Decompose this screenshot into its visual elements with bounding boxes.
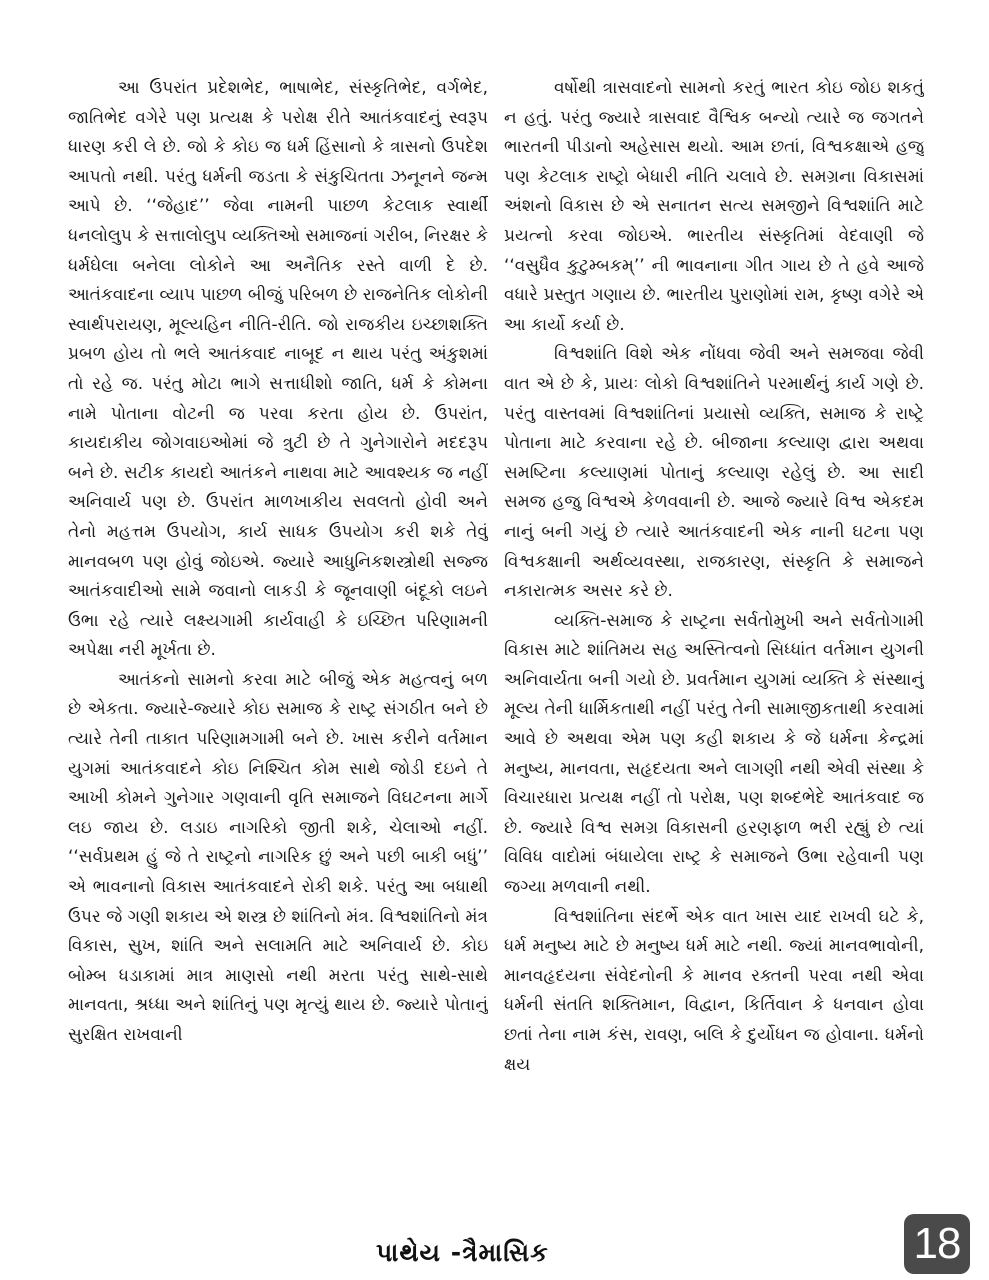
magazine-title: પાથેય -ત્રૈમાસિક: [376, 1238, 549, 1267]
right-paragraph-3: વ્યક્તિ-સમાજ કે રાષ્ટ્રના સર્વતોમુખી અને સર્વતોગામી વિકાસ માટે શાંતિમય સહ અસ્તિત્વનો સિધ્ધાંત વર્તમાન યુગની અનિવાર્યતા બની ગયો છે. પ્રવર્તમાન યુગમાં વ્યક્તિ કે સંસ્થાનું મૂલ્ય તેની ધાર્મિકતાથી નહીં પરંતુ તેની સામાજીકતાથી કરવામાં આવે છે અથવા એમ પણ કહી શકાય કે જે ધર્મના કેન્દ્રમાં મનુષ્ય, માનવતા, સહૃદયતા અને લાગણી નથી એવી સંસ્થા કે વિચારધારા પ્રત્યક્ષ નહીં તો પરોક્ષ, પણ શબ્દભેદે આતંકવાદ જ છે. જ્યારે વિશ્વ સમગ્ર વિકાસની હરણફાળ ભરી રહ્યું છે ત્યાં વિવિધ વાદોમાં બંધાયેલા રાષ્ટ્ર કે સમાજને ઉભા રહેવાની પણ જગ્યા મળવાની નથી.: [504, 610, 924, 898]
page-number-badge: 18: [904, 1214, 970, 1274]
right-column: [504, 74, 924, 1214]
right-paragraph-2: વિશ્વશાંતિ વિશે એક નોંધવા જેવી અને સમજવા જેવી વાત એ છે કે, પ્રાયઃ લોકો વિશ્વશાંતિને પરમાર્થનું કાર્ય ગણે છે. પરંતુ વાસ્તવમાં વિશ્વશાંતિનાં પ્રયાસો વ્યક્તિ, સમાજ કે રાષ્ટ્રે પોતાના માટે કરવાના રહે છે. બીજાના કલ્યાણ દ્વારા અથવા સમષ્ટિના કલ્યાણમાં પોતાનું કલ્યાણ રહેલું છે. આ સાદી સમજ હજુ વિશ્વએ કેળવવાની છે. આજે જ્યારે વિશ્વ એકદમ નાનું બની ગયું છે ત્યારે આતંકવાદની એક નાની ઘટના પણ વિશ્વકક્ષાની અર્થવ્યવસ્થા, રાજકારણ, સંસ્કૃતિ કે સમાજને નકારાત્મક અસર કરે છે.: [504, 344, 924, 602]
left-paragraph-2: આતંકનો સામનો કરવા માટે બીજું એક મહત્વનું બળ છે એકતા. જ્યારે-જ્યારે કોઇ સમાજ કે રાષ્ટ્ર સંગઠીત બને છે ત્યારે તેની તાકાત પરિણામગામી બને છે. ખાસ કરીને વર્તમાન યુગમાં આતંકવાદને કોઇ નિશ્ચિત કોમ સાથે જોડી દઇને તે આખી કોમને ગુનેગાર ગણવાની વૃતિ સમાજને વિઘટનના માર્ગે લઇ જાય છે. લડાઇ નાગરિકો જીતી શકે, ચેલાઓ નહીં. ‘‘સર્વપ્રથમ હું જે તે રાષ્ટ્રનો નાગરિક છું અને પછી બાકી બધું’’ એ ભાવનાનો વિકાસ આતંકવાદને રોકી શકે. પરંતુ આ બધાથી ઉપર જે ગણી શકાય એ શસ્ત્ર છે શાંતિનો મંત્ર. વિશ્વશાંતિનો મંત્ર વિકાસ, સુખ, શાંતિ અને સલામતિ માટે અનિવાર્ય છે. કોઇ બોમ્બ ધડાકામાં માત્ર માણસો નથી મરતા પરંતુ સાથે-સાથે માનવતા, શ્રધ્ધા અને શાંતિનું પણ મૃત્યું થાય છે. જ્યારે પોતાનું સુરક્ષિત રાખવાની: [68, 669, 488, 1045]
left-column: [68, 74, 488, 1214]
right-paragraph-4: વિશ્વશાંતિના સંદર્ભે એક વાત ખાસ યાદ રાખવી ઘટે કે, ધર્મ મનુષ્ય માટે છે મનુષ્ય ધર્મ માટે નથી. જ્યાં માનવભાવોની, માનવહૃદયના સંવેદનોની કે માનવ રક્તની પરવા નથી એવા ધર્મની સંતતિ શક્તિમાન, વિદ્વાન, કિર્તિવાન કે ધનવાન હોવા છતાં તેના નામ કંસ, રાવણ, બલિ કે દુર્યોધન જ હોવાના. ધર્મનો ક્ષય: [504, 906, 924, 1075]
right-paragraph-1: વર્ષોથી ત્રાસવાદનો સામનો કરતું ભારત કોઇ જોઇ શકતું ન હતું. પરંતુ જ્યારે ત્રાસવાદ વૈશ્વિક બન્યો ત્યારે જ જગતને ભારતની પીડાનો અહેસાસ થયો. આમ છતાં, વિશ્વકક્ષાએ હજુ પણ કેટલાક રાષ્ટ્રો બેધારી નીતિ ચલાવે છે. સમગ્રના વિકાસમાં અંશનો વિકાસ છે એ સનાતન સત્ય સમજીને વિશ્વશાંતિ માટે પ્રયત્નો કરવા જોઇએ. ભારતીય સંસ્કૃતિમાં વેદવાણી જે ‘‘વસુધૈવ કુટુમ્બકમ્’’ ની ભાવનાના ગીત ગાય છે તે હવે આજે વધારે પ્રસ્તુત ગણાય છે. ભારતીય પુરાણોમાં રામ, કૃષ્ણ વગેરે એ આ કાર્યો કર્યા છે.: [504, 78, 924, 335]
left-paragraph-1: આ ઉપરાંત પ્રદેશભેદ, ભાષાભેદ, સંસ્કૃતિભેદ, વર્ગભેદ, જાતિભેદ વગેરે પણ પ્રત્યક્ષ કે પરોક્ષ રીતે આતંકવાદનું સ્વરૂપ ધારણ કરી લે છે. જો કે કોઇ જ ધર્મ હિંસાનો કે ત્રાસનો ઉપદેશ આપતો નથી. પરંતુ ધર્મની જડતા કે સંકુચિતતા ઝનૂનને જન્મ આપે છે. ‘‘જેહાદ’’ જેવા નામની પાછળ કેટલાક સ્વાર્થી ધનલોલુપ કે સત્તાલોલુપ વ્યક્તિઓ સમાજનાં ગરીબ, નિરક્ષર કે ધર્મઘેલા બનેલા લોકોને આ અનૈતિક રસ્તે વાળી દે છે. આતંકવાદના વ્યાપ પાછળ બીજું પરિબળ છે રાજનેતિક લોકોની સ્વાર્થપરાયણ, મૂલ્યહિન નીતિ-રીતિ. જો રાજકીય ઇચ્છાશક્તિ પ્રબળ હોય તો ભલે આતંકવાદ નાબૂદ ન થાય પરંતુ અંકુશમાં તો રહે જ. પરંતુ મોટા ભાગે સત્તાધીશો જાતિ, ધર્મ કે કોમના નામે પોતાના વોટની જ પરવા કરતા હોય છે. ઉપરાંત, કાયદાકીય જોગવાઇઓમાં જે ત્રુટી છે તે ગુનેગારોને મદદરૂપ બને છે. સટીક કાયદો આતંકને નાથવા માટે આવશ્યક જ નહીં અનિવાર્ય પણ છે. ઉપરાંત માળખાકીય સવલતો હોવી અને તેનો મહત્તમ ઉપયોગ, કાર્ય સાધક ઉપયોગ કરી શકે તેવું માનવબળ પણ હોવું જોઇએ. જ્યારે આધુનિકશસ્ત્રોથી સજ્જ આતંકવાદીઓ સામે જવાનો લાકડી કે જૂનવાણી બંદૂકો લઇને ઉભા રહે ત્યારે લક્ષ્યગામી કાર્યવાહી કે ઇચ્છિત પરિણામની અપેક્ષા નરી મૂર્ખતા છે.: [68, 78, 488, 661]
